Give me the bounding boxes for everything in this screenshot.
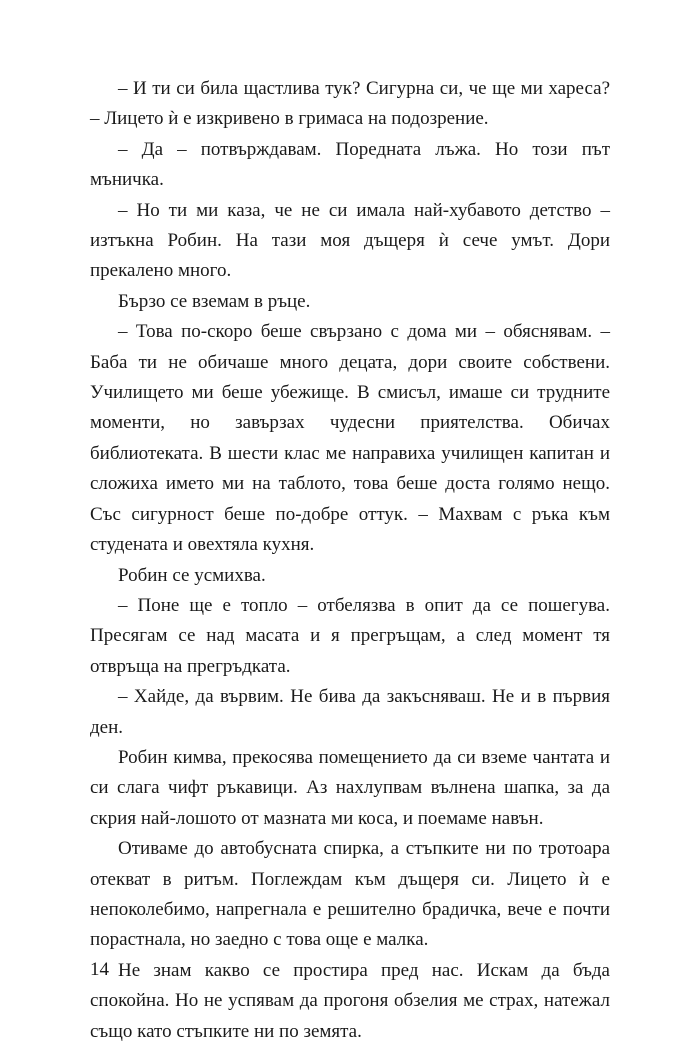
page-number: 14	[90, 959, 109, 980]
paragraph: – Поне ще е топло – отбелязва в опит да се пошегува. Пресягам се над масата и я прегръщам, а след момент тя отвръща на прегръдката.	[90, 594, 610, 677]
paragraph: – Да – потвърждавам. Поредната лъжа. Но този път мъничка.	[90, 138, 610, 191]
paragraph: Бързо се вземам в ръце.	[118, 290, 311, 312]
paragraph: – Хайде, да вървим. Не бива да закъсняваш. Не и в първия ден.	[90, 686, 610, 738]
paragraph: – Но ти ми каза, че не си имала най-хубавото детство – изтъкна Робин. На тази моя дъщеря ѝ сече умът. Дори прекалено много.	[90, 199, 610, 282]
paragraph: Робин се усмихва.	[118, 564, 266, 586]
paragraph: Не знам какво се простира пред нас. Искам да бъда спокойна. Но не успявам да прогоня обзелия ме страх, натежал също като стъпките ни по земята.	[90, 959, 610, 1042]
paragraph: Отиваме до автобусната спирка, а стъпките ни по тротоара отекват в ритъм. Поглеждам към дъщеря си. Лицето ѝ е непоколебимо, напрегнала е решително брадичка, вече е почти порастнала, но заедно с това още е малка.	[90, 838, 610, 951]
paragraph: – Това по-скоро беше свързано с дома ми – обяснявам. – Баба ти не обичаше много децата, дори своите собствени. Училището ми беше убежище. В смисъл, имаше си трудните моменти, но завързах чудесни приятелства. Обичах библиотеката. В шести клас ме направиха училищен капитан и сложиха името ми на таблото, това беше доста голямо нещо. Със сигурност беше по-добре оттук. – Махвам с ръка към студената и овехтяла кухня.	[90, 321, 610, 556]
paragraph: Робин кимва, прекосява помещението да си вземе чантата и си слага чифт ръкавици. Аз нахлупвам вълнена шапка, за да скрия най-лошото от мазната ми коса, и поемаме навън.	[90, 746, 610, 829]
body-text	[90, 74, 610, 1047]
paragraph: – И ти си била щастлива тук? Сигурна си, че ще ми хареса? – Лицето ѝ е изкривено в гримаса на подозрение.	[90, 78, 610, 130]
